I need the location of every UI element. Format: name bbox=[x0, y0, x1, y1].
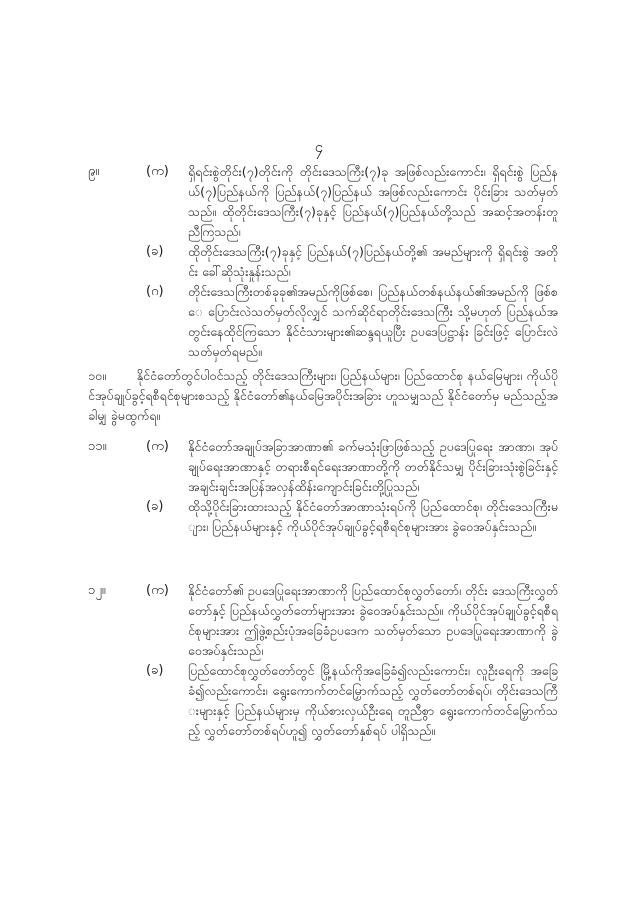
clause-ka bbox=[88, 162, 558, 242]
section-paragraph bbox=[88, 366, 558, 426]
section-12 bbox=[88, 581, 558, 741]
section-9 bbox=[88, 162, 558, 362]
clause-kha bbox=[88, 242, 558, 282]
clause-ka bbox=[88, 581, 558, 661]
section-number: ၉။ bbox=[88, 164, 100, 179]
section-number: ၁၂။ bbox=[88, 583, 106, 598]
clause-label: (ခ) bbox=[146, 244, 164, 259]
clause-ga bbox=[88, 282, 558, 362]
clause-text: ထိုသို့ပိုင်းခြားထားသည့် နိုင်ငံတော်အာဏာသုံးရပ်ကို ပြည်ထောင်စု၊ တိုင်းဒေသကြီးများ၊ ပြည်နယ်များနှင့် ကိုယ်ပိုင်အုပ်ချုပ်ခွင့်ရစီရင်စုများအား ခွဲဝေအပ်နှင်းသည်။ bbox=[188, 499, 558, 534]
clause-label: (ခ) bbox=[146, 663, 164, 678]
clause-text: နိုင်ငံတော်၏ ဥပဒေပြုရေးအာဏာကို ပြည်ထောင်စုလွှတ်တော်၊ တိုင်း ဒေသကြီးလွှတ်တော်နှင့် ပြည်နယ်လွှတ်တော်များအား ခွဲဝေအပ်နှင်းသည်။ ကိုယ်ပိုင်အုပ်ချုပ်ခွင့်ရစီရင်စုများအား ဤဖွဲ့စည်းပုံအခြေခံဥပဒေက သတ်မှတ်သော ဥပဒေပြုရေးအာဏာကို ခွဲဝေအပ်နှင်းသည်၊ bbox=[188, 583, 558, 658]
clause-label: (က) bbox=[146, 583, 169, 598]
clause-label: (က) bbox=[146, 164, 169, 179]
section-text: နိုင်ငံတော်တွင်ပါဝင်သည့် တိုင်းဒေသကြီးများ၊ ပြည်နယ်များ၊ ပြည်ထောင်စု နယ်မြေများ၊ ကိုယ်ပိုင်အုပ်ချုပ်ခွင့်ရစီရင်စုများစသည့် နိုင်ငံတော်၏နယ်မြေအပိုင်းအခြား ဟူသမျှသည် နိုင်ငံတော်မှ မည်သည့်အခါမျှ ခွဲမထွက်ရ။ bbox=[88, 368, 558, 423]
clause-text: တိုင်းဒေသကြီးတစ်ခုခု၏အမည်ကိုဖြစ်စေ၊ ပြည်နယ်တစ်နယ်နယ်၏အမည်ကို ဖြစ်စေ ပြောင်းလဲသတ်မှတ်လိုလျှင် သက်ဆိုင်ရာတိုင်းဒေသကြီး သို့မဟုတ် ပြည်နယ်အတွင်းနေထိုင်ကြသော နိုင်ငံသားများ၏ဆန္ဒရယူပြီး ဥပဒေပြဋ္ဌာန်း ခြင်းဖြင့် ပြောင်းလဲသတ်မှတ်ရမည်။ bbox=[188, 284, 558, 359]
page-number: ၄ bbox=[314, 138, 324, 156]
section-11 bbox=[88, 437, 558, 537]
section-10 bbox=[88, 366, 558, 426]
clause-text: ရှိရင်းစွဲတိုင်း(၇)တိုင်းကို တိုင်းဒေသကြီး(၇)ခု အဖြစ်လည်းကောင်း၊ ရှိရင်းစွဲ ပြည်နယ်(၇)ပြည်နယ်ကို ပြည်နယ်(၇)ပြည်နယ် အဖြစ်လည်းကောင်း ပိုင်းခြား သတ်မှတ်သည်။ ထိုတိုင်းဒေသကြီး(၇)ခုနှင့် ပြည်နယ်(၇)ပြည်နယ်တို့သည် အဆင့်အတန်းတူညီကြသည်၊ bbox=[188, 164, 558, 239]
section-number: ၁၁။ bbox=[88, 439, 107, 454]
clause-ka bbox=[88, 437, 558, 497]
clause-label: (က) bbox=[146, 439, 169, 454]
clause-text: နိုင်ငံတော်အချုပ်အခြာအာဏာ၏ ခက်မသုံးဖြာဖြစ်သည့် ဥပဒေပြုရေး အာဏာ၊ အုပ်ချုပ်ရေးအာဏာနှင့် တရားစီရင်ရေးအာဏာတို့ကို တတ်နိုင်သမျှ ပိုင်းခြားသုံးစွဲခြင်းနှင့် အချင်းချင်းအပြန်အလှန်ထိန်းကျောင်းခြင်းတို့ပြုသည်၊ bbox=[188, 439, 558, 494]
clause-label: (ခ) bbox=[146, 499, 164, 514]
clause-text: ပြည်ထောင်စုလွှတ်တော်တွင် မြို့နယ်ကိုအခြေခံ၍လည်းကောင်း၊ လူဦးရေကို အခြေခံ၍လည်းကောင်း၊ ရွေးကောက်တင်မြှောက်သည့် လွှတ်တော်တစ်ရပ်၊ တိုင်းဒေသကြီးများနှင့် ပြည်နယ်များမှ ကိုယ်စားလှယ်ဦးရေ တူညီစွာ ရွေးကောက်တင်မြှောက်သည့် လွှတ်တော်တစ်ရပ်ဟူ၍ လွှတ်တော်နှစ်ရပ် ပါရှိသည်။ bbox=[188, 663, 558, 738]
section-number: ၁၀။ bbox=[88, 368, 106, 383]
clause-kha bbox=[88, 661, 558, 741]
clause-kha bbox=[88, 497, 558, 537]
clause-text: ထိုတိုင်းဒေသကြီး(၇)ခုနှင့် ပြည်နယ်(၇)ပြည်နယ်တို့၏ အမည်များကို ရှိရင်းစွဲ အတိုင်း ခေါ်ဆိုသုံးနှုန်းသည်၊ bbox=[188, 244, 558, 279]
clause-label: (ဂ) bbox=[146, 284, 164, 299]
